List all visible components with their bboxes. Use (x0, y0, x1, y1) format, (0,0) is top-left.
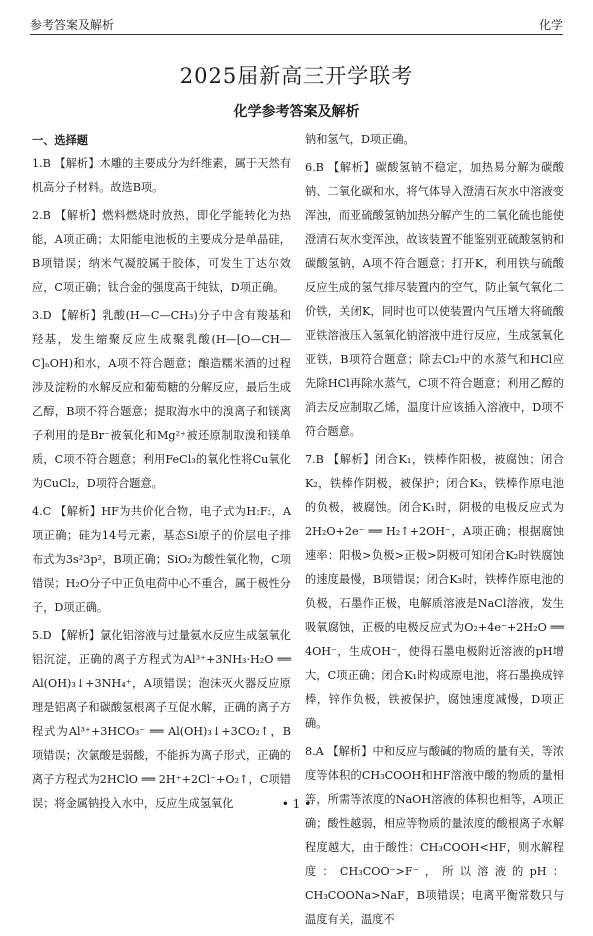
answer-5: 5.D 【解析】氯化铝溶液与过量氨水反应生成氢氧化铝沉淀，正确的离子方程式为Al³⁺+3NH₃·H₂O ══ Al(OH)₃↓+3NH₄⁺，A项错误；泡沫灭火器反应原理是铝离子和碳酸氢根离子互促水解，正确的离子方程式为Al³⁺+3HCO₃⁻ ══ Al(OH)₃↓+3CO₂↑，B项错误；次氯酸是弱酸，不能拆为离子形式，正确的离子方程式为2HClO ══ 2H⁺+2Cl⁻+O₂↑，C项错误；将金属钠投入水中，反应生成氢氧化 (32, 629, 291, 810)
header-left: 参考答案及解析 (30, 18, 115, 32)
answer-6: 6.B 【解析】碳酸氢钠不稳定，加热易分解为碳酸钠、二氧化碳和水，将气体导入澄清石灰水中溶液变浑浊，而亚硫酸氢钠加热分解产生的二氧化硫也能使澄清石灰水变浑浊，故该装置不能鉴别亚硫酸氢钠和碳酸氢钠，A项不符合题意；打开K，利用铁与硫酸反应生成的氢气排尽装置内的空气，防止氧气氧化二价铁，关闭K，同时也可以使装置内气压增大将硫酸亚铁溶液压入氢氧化钠溶液中进行反应，生成氢氧化亚铁，B项符合题意；除去Cl₂中的水蒸气和HCl应先除HCl再除水蒸气，C项不符合题意；利用乙醇的消去反应制取乙烯，温度计应该插入溶液中，D项不符合题意。 (305, 161, 564, 438)
answer-1: 1.B 【解析】木雕的主要成分为纤维素，属于天然有机高分子材料。故选B项。 (32, 157, 291, 194)
answer-3: 3.D 【解析】乳酸(H—C—CH₃)分子中含有羧基和羟基，发生缩聚反应生成聚乳酸(H—[O—CH—C]ₙOH)和水，A项不符合题意；酿造糯米酒的过程涉及淀粉的水解反应和葡萄糖的分解反应，最后生成乙醇，B项不符合题意；提取海水中的溴离子和镁离子利用的是Br⁻被氧化和Mg²⁺被还原制取溴和镁单质，C项不符合题意；利用FeCl₃的氧化性将Cu氧化为CuCl₂，D项符合题意。 (32, 309, 291, 490)
page-header (30, 14, 563, 35)
answer-5-cont: 钠和氢气，D项正确。 (305, 133, 415, 146)
right-column (305, 128, 564, 936)
answer-4: 4.C 【解析】HF为共价化合物，电子式为H:F:，A项正确；硅为14号元素，基态Si原子的价层电子排布式为3s²3p²，B项正确；SiO₂为酸性氧化物，C项错误；H₂O分子中正负电荷中心不重合，属于极性分子，D项正确。 (32, 505, 291, 614)
answer-7: 7.B 【解析】闭合K₁，铁棒作阳极，被腐蚀；闭合K₂，铁棒作阴极，被保护；闭合K₃，铁棒作原电池的负极，被腐蚀。闭合K₁时，阴极的电极反应式为2H₂O+2e⁻ ══ H₂↑+2OH⁻，A项正确；根据腐蚀速率：阳极>负极>正极>阴极可知闭合K₂时铁腐蚀的速度最慢，B项错误；闭合K₃时，铁棒作原电池的负极，石墨作正极，电解质溶液是NaCl溶液，发生吸氧腐蚀，正极的电极反应式为O₂+4e⁻+2H₂O ══ 4OH⁻，生成OH⁻，使得石墨电极附近溶液的pH增大，C项正确；闭合K₁时构成原电池，将石墨换成锌棒，锌作负极，铁被保护，腐蚀速度减慢，D项正确。 (305, 453, 564, 730)
answer-2: 2.B 【解析】燃料燃烧时放热，即化学能转化为热能，A项正确；太阳能电池板的主要成分是单晶硅，B项错误；纳米气凝胶属于胶体，可发生丁达尔效应，C项正确；钛合金的强度高于纯钛，D项正确。 (32, 209, 291, 294)
header-right: 化学 (538, 18, 563, 32)
exam-subtitle: 化学参考答案及解析 (233, 104, 360, 120)
section-heading: 一、选择题 (32, 133, 88, 147)
exam-title: 2025届新高三开学联考 (179, 64, 414, 88)
left-column (32, 128, 291, 820)
answer-8: 8.A 【解析】中和反应与酸碱的物质的量有关，等浓度等体积的CH₃COOH和HF溶液中酸的物质的量相等，所需等浓度的NaOH溶液的体积也相等，A项正确；酸性越弱，相应等物质的量浓度的酸根离子水解程度越大，由于酸性：CH₃COOH<HF，则水解程度：CH₃COO⁻>F⁻，所以溶液的pH：CH₃COONa>NaF，B项错误；电离平衡常数只与温度有关，温度不 (305, 745, 564, 926)
page-number: • 1 • (281, 797, 312, 811)
